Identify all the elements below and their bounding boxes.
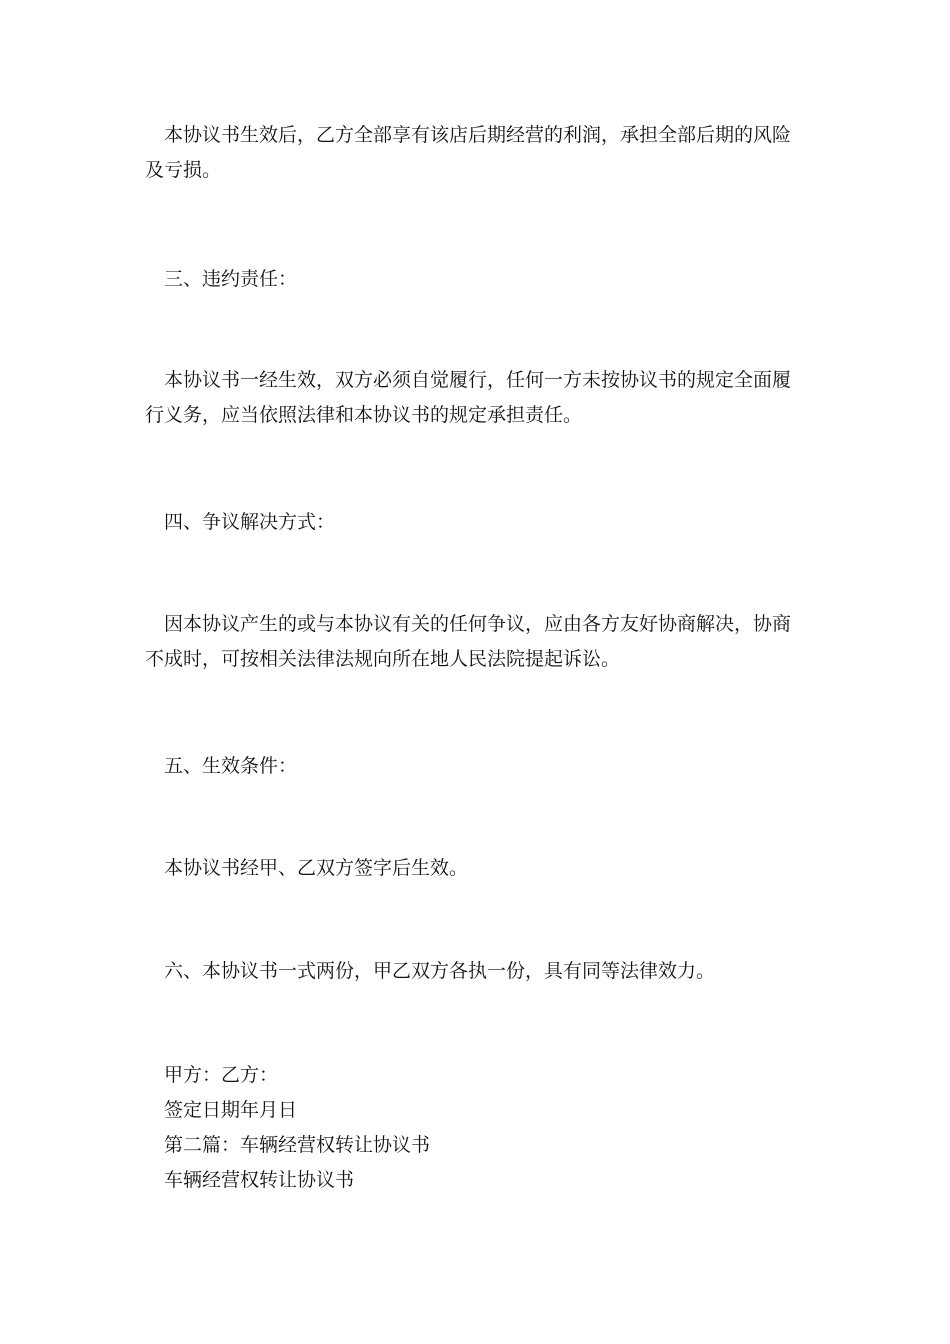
paragraph-profit: 本协议书生效后，乙方全部享有该店后期经营的利润，承担全部后期的风险及亏损。 [145,124,792,181]
heading-effective-conditions: 五、生效条件： [164,755,298,777]
part2-subtitle: 车辆经营权转让协议书 [164,1169,355,1191]
parties-signature-line: 甲方：乙方： [164,1064,279,1086]
sign-date-line: 签定日期年月日 [164,1099,298,1121]
paragraph-breach: 本协议书一经生效，双方必须自觉履行，任何一方未按协议书的规定全面履行义务，应当依照法律和本协议书的规定承担责任。 [145,369,792,426]
paragraph-effective: 本协议书经甲、乙双方签字后生效。 [164,857,469,879]
part2-title: 第二篇：车辆经营权转让协议书 [164,1134,431,1156]
clause-copies: 六、本协议书一式两份，甲乙双方各执一份，具有同等法律效力。 [164,960,716,982]
heading-dispute-resolution: 四、争议解决方式： [164,511,336,533]
heading-breach-liability: 三、违约责任： [164,268,298,290]
paragraph-dispute: 因本协议产生的或与本协议有关的任何争议，应由各方友好协商解决，协商不成时，可按相关法律法规向所在地人民法院提起诉讼。 [145,613,792,670]
